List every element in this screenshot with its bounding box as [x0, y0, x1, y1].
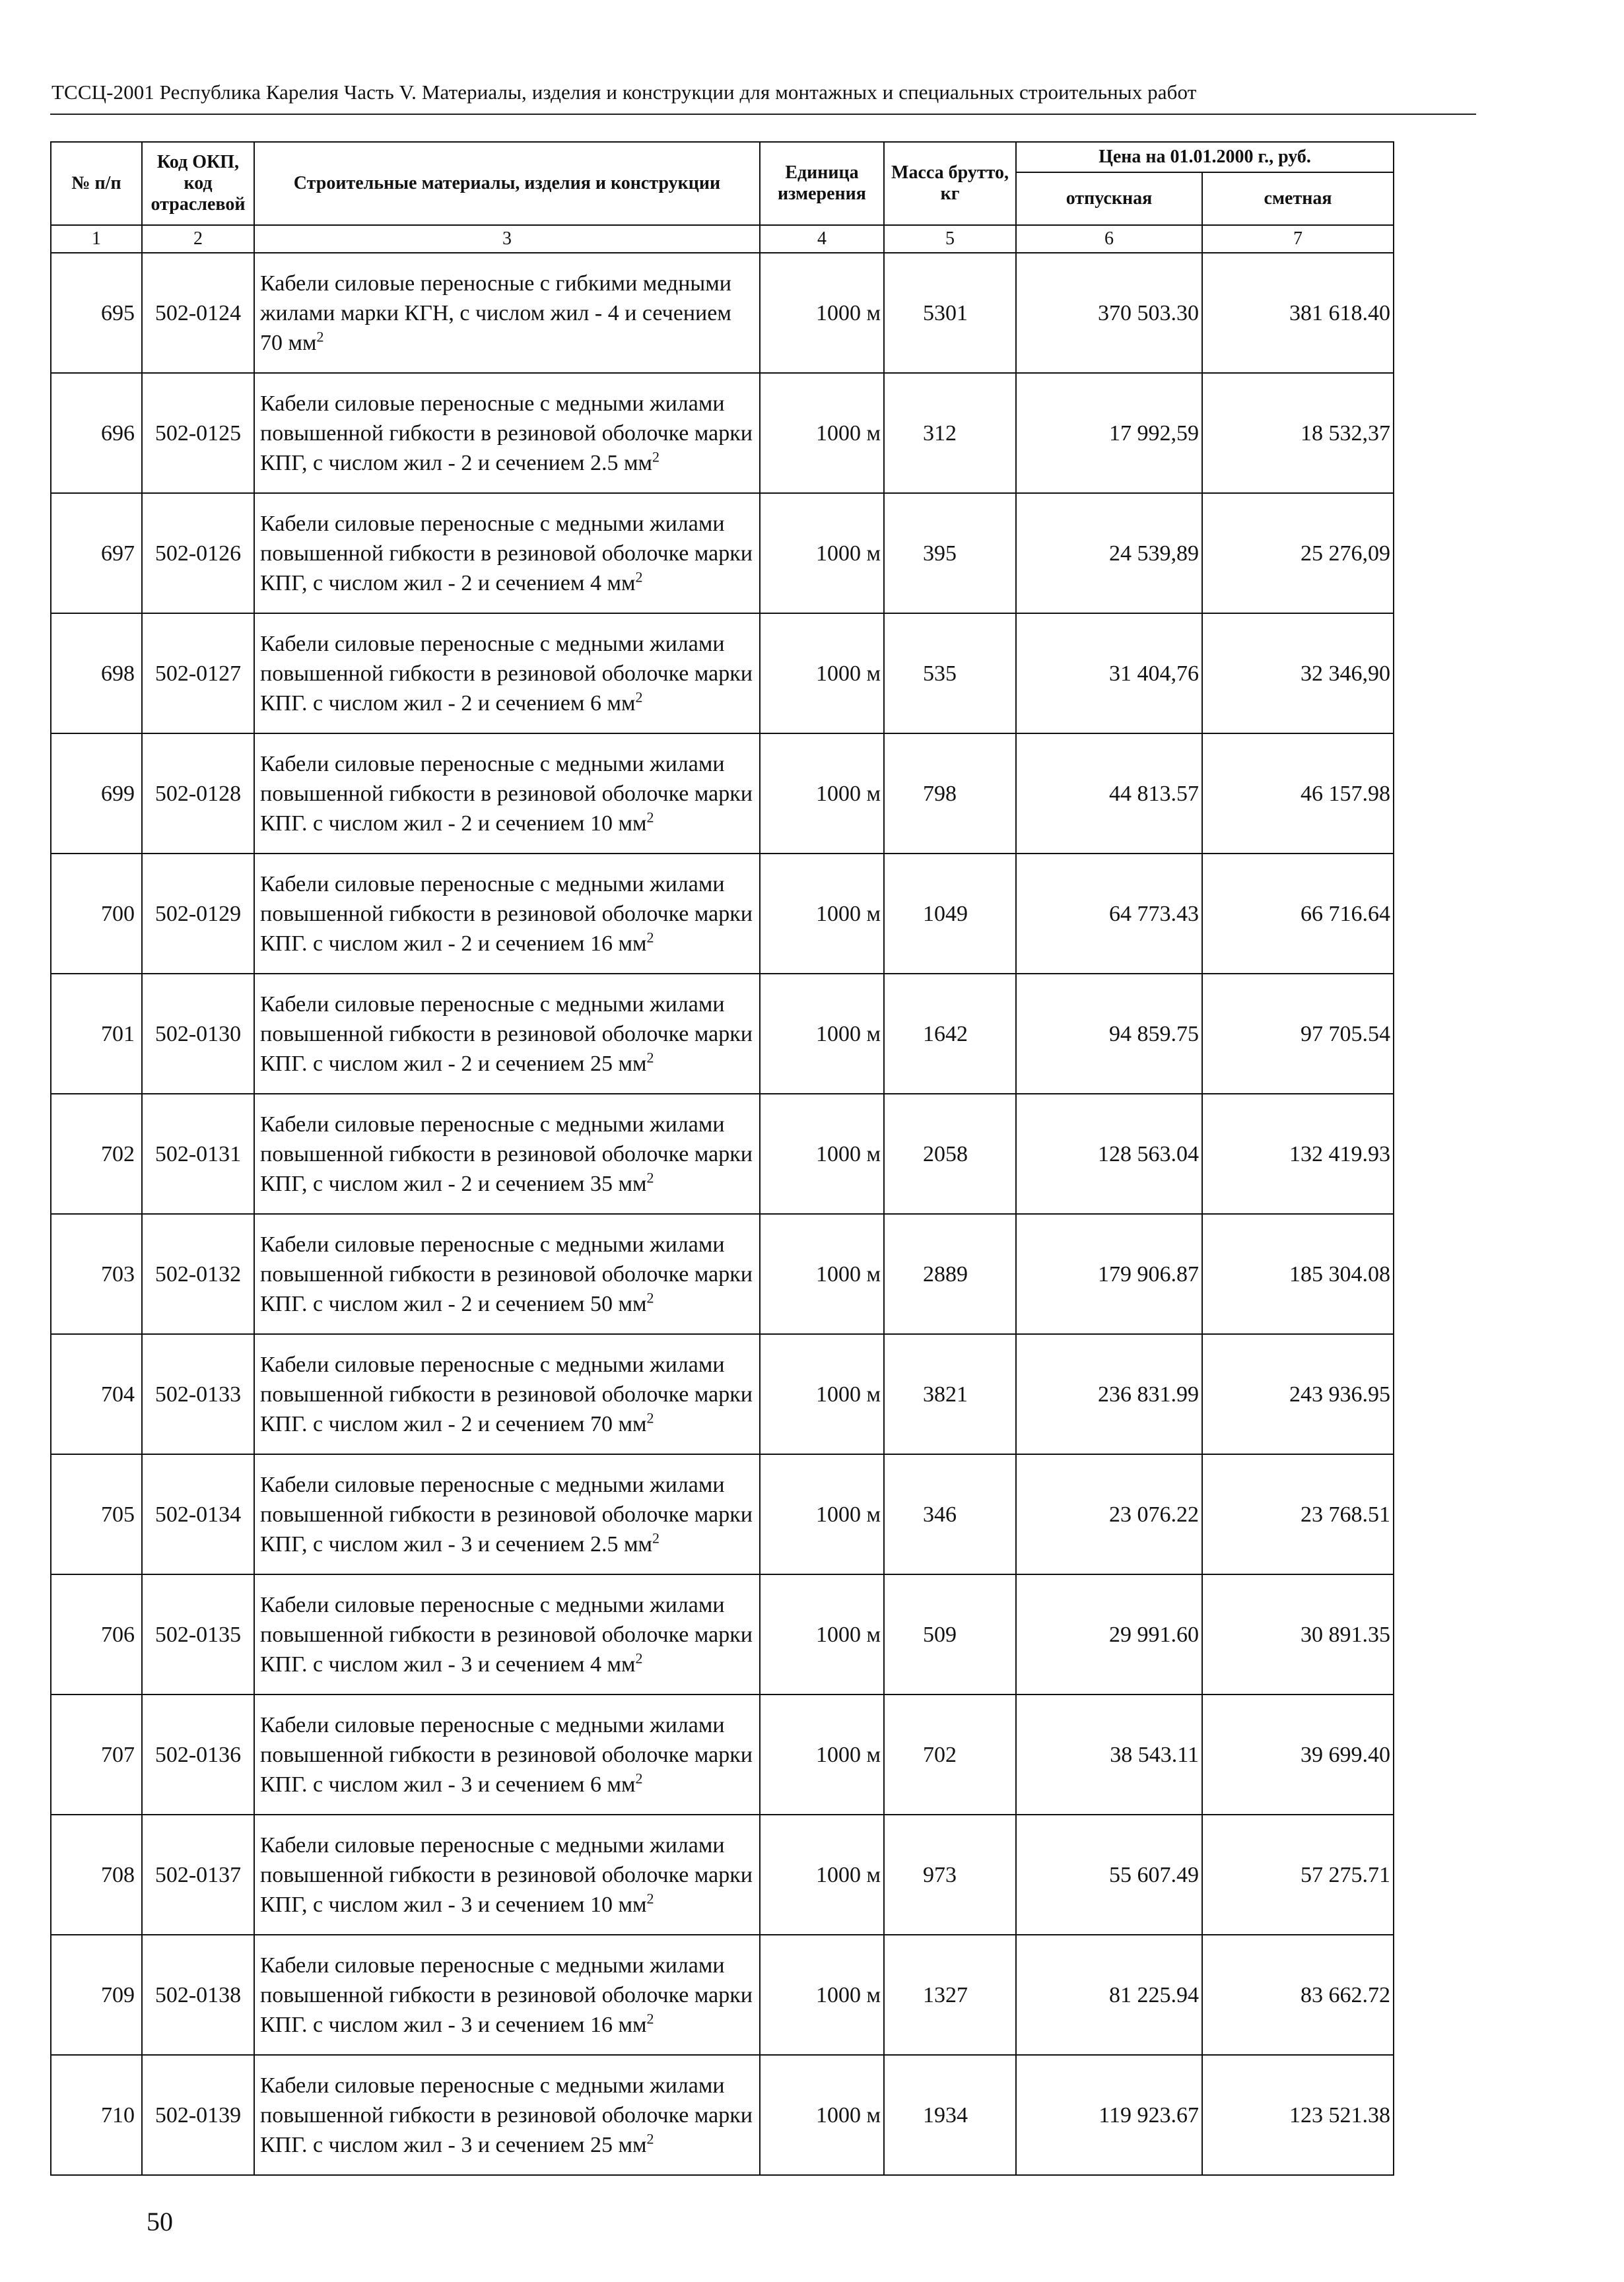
mass-cell: 973 — [884, 1815, 1016, 1935]
price-release-cell: 17 992,59 — [1016, 373, 1202, 493]
material-name-text — [260, 872, 753, 956]
table-row — [51, 2055, 1394, 2175]
mass-cell: 3821 — [884, 1334, 1016, 1454]
mass-cell: 346 — [884, 1454, 1016, 1574]
unit-superscript: 2 — [635, 1650, 643, 1667]
material-name-text — [260, 512, 753, 595]
row-number: 698 — [51, 613, 142, 733]
column-header-price-release: отпускная — [1016, 172, 1202, 225]
row-number: 696 — [51, 373, 142, 493]
material-name-text — [260, 1473, 753, 1557]
material-name-text — [260, 1112, 753, 1196]
unit-superscript: 2 — [635, 688, 643, 706]
unit-superscript: 2 — [646, 1169, 654, 1186]
unit-cell: 1000 м — [760, 854, 884, 974]
table-row — [51, 493, 1394, 613]
unit-cell: 1000 м — [760, 373, 884, 493]
unit-cell: 1000 м — [760, 1334, 884, 1454]
table-row — [51, 1695, 1394, 1815]
price-release-cell: 29 991.60 — [1016, 1574, 1202, 1695]
column-number: 6 — [1016, 225, 1202, 253]
table-row — [51, 253, 1394, 373]
table-row — [51, 1214, 1394, 1334]
row-number: 702 — [51, 1094, 142, 1214]
okp-code-cell: 502-0135 — [142, 1574, 254, 1695]
okp-code-cell: 502-0131 — [142, 1094, 254, 1214]
material-description: Кабели силовые переносные с медными жилами повышенной гибкости в резиновой оболочке марки КПГ, с числом жил - 3 и сечением 10 мм — [260, 1832, 753, 1917]
material-name-text — [260, 1232, 753, 1316]
unit-superscript: 2 — [635, 568, 643, 586]
okp-code-cell: 502-0124 — [142, 253, 254, 373]
unit-cell: 1000 м — [760, 613, 884, 733]
unit-cell: 1000 м — [760, 1094, 884, 1214]
price-estimate-cell: 83 662.72 — [1202, 1935, 1394, 2055]
mass-cell: 1327 — [884, 1935, 1016, 2055]
material-description: Кабели силовые переносные с медными жилами повышенной гибкости в резиновой оболочке марки КПГ, с числом жил - 2 и сечением 35 мм — [260, 1112, 753, 1196]
unit-superscript: 2 — [635, 1770, 643, 1787]
unit-superscript: 2 — [316, 328, 324, 345]
okp-code-cell: 502-0130 — [142, 974, 254, 1094]
material-name-text — [260, 992, 753, 1076]
page-header-title: ТССЦ-2001 Республика Карелия Часть V. Материалы, изделия и конструкции для монтажных и специальных строительных работ — [51, 81, 1197, 104]
unit-superscript: 2 — [646, 1049, 654, 1066]
column-header-unit: Единица измерения — [760, 142, 884, 225]
price-release-cell: 128 563.04 — [1016, 1094, 1202, 1214]
mass-cell: 1049 — [884, 854, 1016, 974]
material-name-cell — [254, 1454, 760, 1574]
price-estimate-cell: 39 699.40 — [1202, 1695, 1394, 1815]
material-name-text — [260, 391, 753, 475]
material-description: Кабели силовые переносные с медными жилами повышенной гибкости в резиновой оболочке марки КПГ. с числом жил - 3 и сечением 25 мм — [260, 2073, 753, 2157]
unit-cell: 1000 м — [760, 1695, 884, 1815]
price-estimate-cell: 30 891.35 — [1202, 1574, 1394, 1695]
price-release-cell: 119 923.67 — [1016, 2055, 1202, 2175]
column-header-price-estimate: сметная — [1202, 172, 1394, 225]
material-name-cell — [254, 733, 760, 854]
header-divider — [50, 114, 1476, 115]
price-release-cell: 55 607.49 — [1016, 1815, 1202, 1935]
column-number: 1 — [51, 225, 142, 253]
column-number: 2 — [142, 225, 254, 253]
price-estimate-cell: 123 521.38 — [1202, 2055, 1394, 2175]
unit-cell: 1000 м — [760, 1815, 884, 1935]
okp-code-cell: 502-0139 — [142, 2055, 254, 2175]
material-name-text — [260, 2073, 753, 2157]
material-name-cell — [254, 854, 760, 974]
price-release-cell: 44 813.57 — [1016, 733, 1202, 854]
row-number: 708 — [51, 1815, 142, 1935]
mass-cell: 2889 — [884, 1214, 1016, 1334]
price-release-cell: 94 859.75 — [1016, 974, 1202, 1094]
material-name-cell — [254, 373, 760, 493]
material-name-cell — [254, 1214, 760, 1334]
okp-code-cell: 502-0126 — [142, 493, 254, 613]
row-number: 705 — [51, 1454, 142, 1574]
price-release-cell: 81 225.94 — [1016, 1935, 1202, 2055]
material-name-text — [260, 1593, 753, 1677]
okp-code-cell: 502-0125 — [142, 373, 254, 493]
price-estimate-cell: 132 419.93 — [1202, 1094, 1394, 1214]
price-estimate-cell: 18 532,37 — [1202, 373, 1394, 493]
mass-cell: 1642 — [884, 974, 1016, 1094]
mass-cell: 2058 — [884, 1094, 1016, 1214]
column-header-no: № п/п — [51, 142, 142, 225]
material-name-text — [260, 632, 753, 716]
material-description: Кабели силовые переносные с медными жилами повышенной гибкости в резиновой оболочке марки КПГ. с числом жил - 3 и сечением 4 мм — [260, 1592, 753, 1677]
row-number: 695 — [51, 253, 142, 373]
column-header-okp-code: Код ОКП, код отраслевой — [142, 142, 254, 225]
material-description: Кабели силовые переносные с медными жилами повышенной гибкости в резиновой оболочке марки КПГ. с числом жил - 3 и сечением 16 мм — [260, 1953, 753, 2037]
mass-cell: 535 — [884, 613, 1016, 733]
column-header-mass: Масса брутто, кг — [884, 142, 1016, 225]
material-description: Кабели силовые переносные с медными жилами повышенной гибкости в резиновой оболочке марки КПГ. с числом жил - 2 и сечением 70 мм — [260, 1352, 753, 1436]
material-name-cell — [254, 493, 760, 613]
table-row — [51, 733, 1394, 854]
material-name-cell — [254, 253, 760, 373]
okp-code-cell: 502-0134 — [142, 1454, 254, 1574]
column-number: 3 — [254, 225, 760, 253]
material-description: Кабели силовые переносные с медными жилами повышенной гибкости в резиновой оболочке марки КПГ. с числом жил - 2 и сечением 16 мм — [260, 871, 753, 956]
unit-cell: 1000 м — [760, 1214, 884, 1334]
column-header-price-group: Цена на 01.01.2000 г., руб. — [1016, 142, 1394, 172]
column-header-material: Строительные материалы, изделия и конструкции — [254, 142, 760, 225]
unit-cell: 1000 м — [760, 733, 884, 854]
mass-cell: 702 — [884, 1695, 1016, 1815]
material-name-cell — [254, 2055, 760, 2175]
table-row — [51, 1815, 1394, 1935]
table-row — [51, 613, 1394, 733]
unit-cell: 1000 м — [760, 1454, 884, 1574]
unit-superscript: 2 — [646, 1409, 654, 1426]
row-number: 709 — [51, 1935, 142, 2055]
material-description: Кабели силовые переносные с медными жилами повышенной гибкости в резиновой оболочке марки КПГ. с числом жил - 2 и сечением 50 мм — [260, 1232, 753, 1316]
table-row — [51, 1094, 1394, 1214]
unit-cell: 1000 м — [760, 493, 884, 613]
table-row — [51, 1334, 1394, 1454]
column-number: 7 — [1202, 225, 1394, 253]
price-estimate-cell: 46 157.98 — [1202, 733, 1394, 854]
unit-superscript: 2 — [652, 448, 660, 465]
price-estimate-cell: 97 705.54 — [1202, 974, 1394, 1094]
unit-superscript: 2 — [646, 809, 654, 826]
row-number: 700 — [51, 854, 142, 974]
row-number: 701 — [51, 974, 142, 1094]
row-number: 706 — [51, 1574, 142, 1695]
material-name-cell — [254, 1334, 760, 1454]
okp-code-cell: 502-0132 — [142, 1214, 254, 1334]
material-description: Кабели силовые переносные с гибкими медными жилами марки КГН, с числом жил - 4 и сечением 70 мм — [260, 271, 731, 355]
column-number-row — [51, 225, 1394, 253]
material-name-cell — [254, 1094, 760, 1214]
material-name-text — [260, 1713, 753, 1797]
unit-superscript: 2 — [646, 2130, 654, 2147]
okp-code-cell: 502-0128 — [142, 733, 254, 854]
material-description: Кабели силовые переносные с медными жилами повышенной гибкости в резиновой оболочке марки КПГ, с числом жил - 2 и сечением 4 мм — [260, 511, 753, 595]
row-number: 703 — [51, 1214, 142, 1334]
page-number: 50 — [147, 2207, 173, 2236]
unit-cell: 1000 м — [760, 253, 884, 373]
unit-superscript: 2 — [646, 1289, 654, 1306]
table-row — [51, 854, 1394, 974]
okp-code-cell: 502-0133 — [142, 1334, 254, 1454]
mass-cell: 312 — [884, 373, 1016, 493]
material-name-cell — [254, 613, 760, 733]
price-estimate-cell: 23 768.51 — [1202, 1454, 1394, 1574]
material-name-text — [260, 1353, 753, 1436]
unit-cell: 1000 м — [760, 1574, 884, 1695]
price-release-cell: 31 404,76 — [1016, 613, 1202, 733]
price-release-cell: 179 906.87 — [1016, 1214, 1202, 1334]
material-description: Кабели силовые переносные с медными жилами повышенной гибкости в резиновой оболочке марки КПГ, с числом жил - 3 и сечением 2.5 мм — [260, 1472, 753, 1557]
mass-cell: 798 — [884, 733, 1016, 854]
material-name-cell — [254, 1815, 760, 1935]
unit-superscript: 2 — [646, 2010, 654, 2027]
material-name-cell — [254, 1695, 760, 1815]
material-name-text — [260, 1833, 753, 1917]
row-number: 699 — [51, 733, 142, 854]
price-estimate-cell: 57 275.71 — [1202, 1815, 1394, 1935]
okp-code-cell: 502-0136 — [142, 1695, 254, 1815]
material-name-text — [260, 1953, 753, 2037]
row-number: 697 — [51, 493, 142, 613]
price-release-cell: 64 773.43 — [1016, 854, 1202, 974]
table-body — [51, 225, 1394, 2175]
price-release-cell: 370 503.30 — [1016, 253, 1202, 373]
price-release-cell: 38 543.11 — [1016, 1695, 1202, 1815]
okp-code-cell: 502-0129 — [142, 854, 254, 974]
material-description: Кабели силовые переносные с медными жилами повышенной гибкости в резиновой оболочке марки КПГ. с числом жил - 3 и сечением 6 мм — [260, 1712, 753, 1797]
row-number: 704 — [51, 1334, 142, 1454]
price-estimate-cell: 66 716.64 — [1202, 854, 1394, 974]
table-row — [51, 373, 1394, 493]
unit-cell: 1000 м — [760, 2055, 884, 2175]
material-description: Кабели силовые переносные с медными жилами повышенной гибкости в резиновой оболочке марки КПГ, с числом жил - 2 и сечением 2.5 мм — [260, 391, 753, 475]
material-name-cell — [254, 1574, 760, 1695]
unit-superscript: 2 — [652, 1529, 660, 1547]
price-estimate-cell: 381 618.40 — [1202, 253, 1394, 373]
okp-code-cell: 502-0137 — [142, 1815, 254, 1935]
price-estimate-cell: 185 304.08 — [1202, 1214, 1394, 1334]
price-table — [50, 141, 1394, 2176]
table-row — [51, 974, 1394, 1094]
material-description: Кабели силовые переносные с медными жилами повышенной гибкости в резиновой оболочке марки КПГ. с числом жил - 2 и сечением 6 мм — [260, 631, 753, 716]
material-name-text — [260, 271, 731, 355]
price-release-cell: 24 539,89 — [1016, 493, 1202, 613]
okp-code-cell: 502-0127 — [142, 613, 254, 733]
table-row — [51, 1935, 1394, 2055]
row-number: 707 — [51, 1695, 142, 1815]
column-number: 4 — [760, 225, 884, 253]
material-name-cell — [254, 974, 760, 1094]
unit-superscript: 2 — [646, 1890, 654, 1907]
okp-code-cell: 502-0138 — [142, 1935, 254, 2055]
material-description: Кабели силовые переносные с медными жилами повышенной гибкости в резиновой оболочке марки КПГ. с числом жил - 2 и сечением 25 мм — [260, 991, 753, 1076]
table-row — [51, 1574, 1394, 1695]
material-name-text — [260, 752, 753, 836]
table-row — [51, 1454, 1394, 1574]
material-name-cell — [254, 1935, 760, 2055]
mass-cell: 395 — [884, 493, 1016, 613]
mass-cell: 5301 — [884, 253, 1016, 373]
column-number: 5 — [884, 225, 1016, 253]
mass-cell: 1934 — [884, 2055, 1016, 2175]
row-number: 710 — [51, 2055, 142, 2175]
unit-superscript: 2 — [646, 929, 654, 946]
mass-cell: 509 — [884, 1574, 1016, 1695]
unit-cell: 1000 м — [760, 974, 884, 1094]
price-estimate-cell: 32 346,90 — [1202, 613, 1394, 733]
material-description: Кабели силовые переносные с медными жилами повышенной гибкости в резиновой оболочке марки КПГ. с числом жил - 2 и сечением 10 мм — [260, 751, 753, 836]
price-release-cell: 236 831.99 — [1016, 1334, 1202, 1454]
price-release-cell: 23 076.22 — [1016, 1454, 1202, 1574]
price-estimate-cell: 243 936.95 — [1202, 1334, 1394, 1454]
unit-cell: 1000 м — [760, 1935, 884, 2055]
price-estimate-cell: 25 276,09 — [1202, 493, 1394, 613]
